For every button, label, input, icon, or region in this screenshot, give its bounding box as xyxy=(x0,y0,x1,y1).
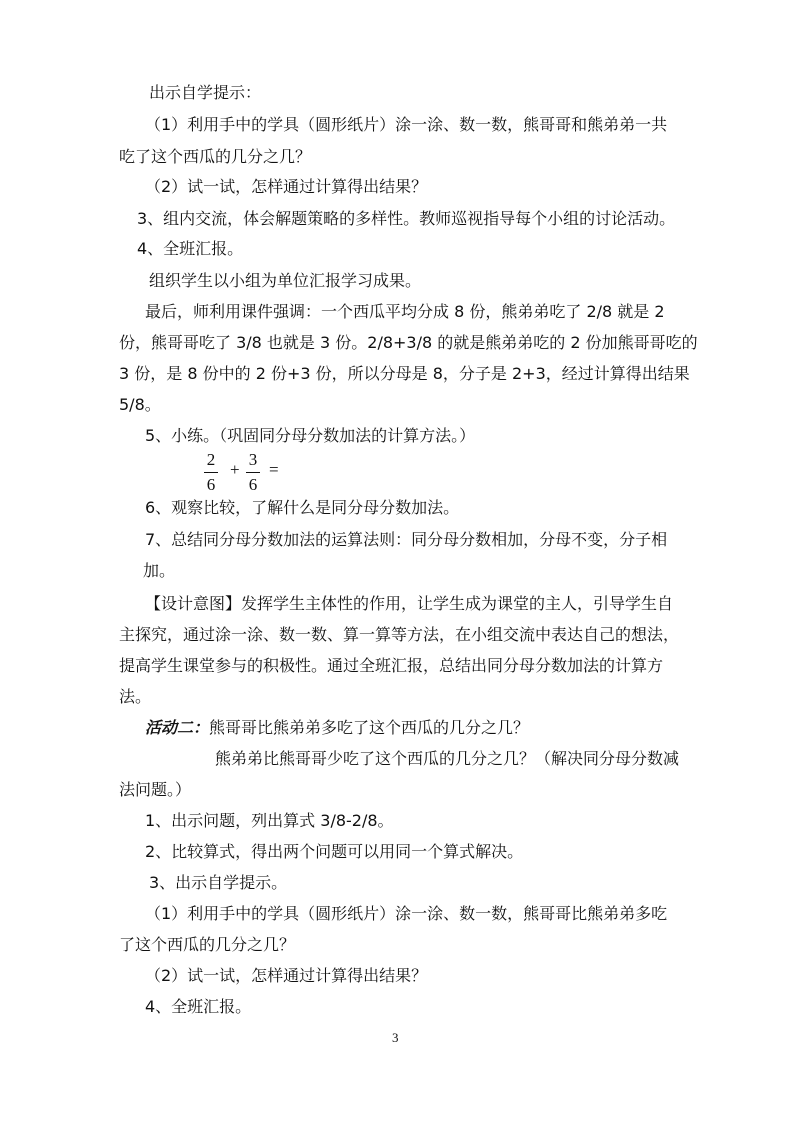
paragraph-line: 熊弟弟比熊哥哥少吃了这个西瓜的几分之几？（解决同分母分数减 xyxy=(215,749,680,768)
fraction-numerator: 2 xyxy=(206,450,216,469)
design-intent-line: 【设计意图】发挥学生主体性的作用，让学生成为课堂的主人，引导学生自 xyxy=(145,594,674,613)
fraction-bar xyxy=(246,472,260,473)
fraction-bar xyxy=(204,472,218,473)
paragraph-line: 5、小练。（巩固同分母分数加法的计算方法。） xyxy=(145,426,476,445)
paragraph-line: 5/8。 xyxy=(119,395,161,414)
equals-sign: = xyxy=(269,460,279,479)
paragraph-line: 组织学生以小组为单位汇报学习成果。 xyxy=(149,271,422,290)
activity-two-line xyxy=(145,717,529,739)
paragraph-line: 了这个西瓜的几分之几？ xyxy=(119,935,296,954)
paragraph-line: 2、比较算式，得出两个问题可以用同一个算式解决。 xyxy=(145,842,524,861)
paragraph-line: 加。 xyxy=(143,561,176,580)
activity-two-question: 熊哥哥比熊弟弟多吃了这个西瓜的几分之几？ xyxy=(209,718,530,737)
activity-two-label: 活动二： xyxy=(145,718,210,737)
paragraph-line: 4、全班汇报。 xyxy=(145,997,252,1016)
paragraph-line: （1）利用手中的学具（圆形纸片）涂一涂、数一数，熊哥哥比熊弟弟多吃 xyxy=(145,904,668,923)
paragraph-line: 1、出示问题，列出算式 3/8-2/8。 xyxy=(145,811,394,830)
paragraph-line: 最后，师利用课件强调：一个西瓜平均分成 8 份，熊弟弟吃了 2/8 就是 2 xyxy=(145,302,665,321)
paragraph-line: （2）试一试，怎样通过计算得出结果？ xyxy=(145,177,428,196)
paragraph-line: 份，熊哥哥吃了 3/8 也就是 3 份。2/8+3/8 的就是熊弟弟吃的 2 份加熊哥哥吃的 xyxy=(119,333,698,352)
plus-sign: + xyxy=(230,460,240,479)
fraction-two-sixths xyxy=(204,450,218,495)
paragraph-line: （1）利用手中的学具（圆形纸片）涂一涂、数一数，熊哥哥和熊弟弟一共 xyxy=(145,115,668,134)
fraction-denominator: 6 xyxy=(206,475,216,494)
self-study-prompt-heading: 出示自学提示： xyxy=(149,83,262,102)
paragraph-line: （2）试一试，怎样通过计算得出结果？ xyxy=(145,966,428,985)
paragraph-line: 吃了这个西瓜的几分之几？ xyxy=(119,147,312,166)
paragraph-line: 法。 xyxy=(119,687,152,706)
paragraph-line: 法问题。） xyxy=(119,780,192,799)
paragraph-line: 3、组内交流，体会解题策略的多样性。教师巡视指导每个小组的讨论活动。 xyxy=(137,209,676,228)
paragraph-line: 主探究，通过涂一涂、数一数、算一算等方法，在小组交流中表达自己的想法， xyxy=(119,625,680,644)
fraction-numerator: 3 xyxy=(248,450,258,469)
page-number: 3 xyxy=(392,1030,399,1045)
fraction-three-sixths xyxy=(246,450,260,495)
paragraph-line: 6、观察比较，了解什么是同分母分数加法。 xyxy=(145,498,460,517)
paragraph-line: 3 份，是 8 份中的 2 份+3 份，所以分母是 8，分子是 2+3，经过计算得出结果 xyxy=(119,364,690,383)
paragraph-line: 提高学生课堂参与的积极性。通过全班汇报，总结出同分母分数加法的计算方 xyxy=(119,656,664,675)
paragraph-line: 4、全班汇报。 xyxy=(137,239,244,258)
fraction-denominator: 6 xyxy=(248,475,258,494)
paragraph-line: 3、出示自学提示。 xyxy=(149,873,288,892)
paragraph-line: 7、总结同分母分数加法的运算法则：同分母分数相加，分母不变，分子相 xyxy=(145,530,668,549)
